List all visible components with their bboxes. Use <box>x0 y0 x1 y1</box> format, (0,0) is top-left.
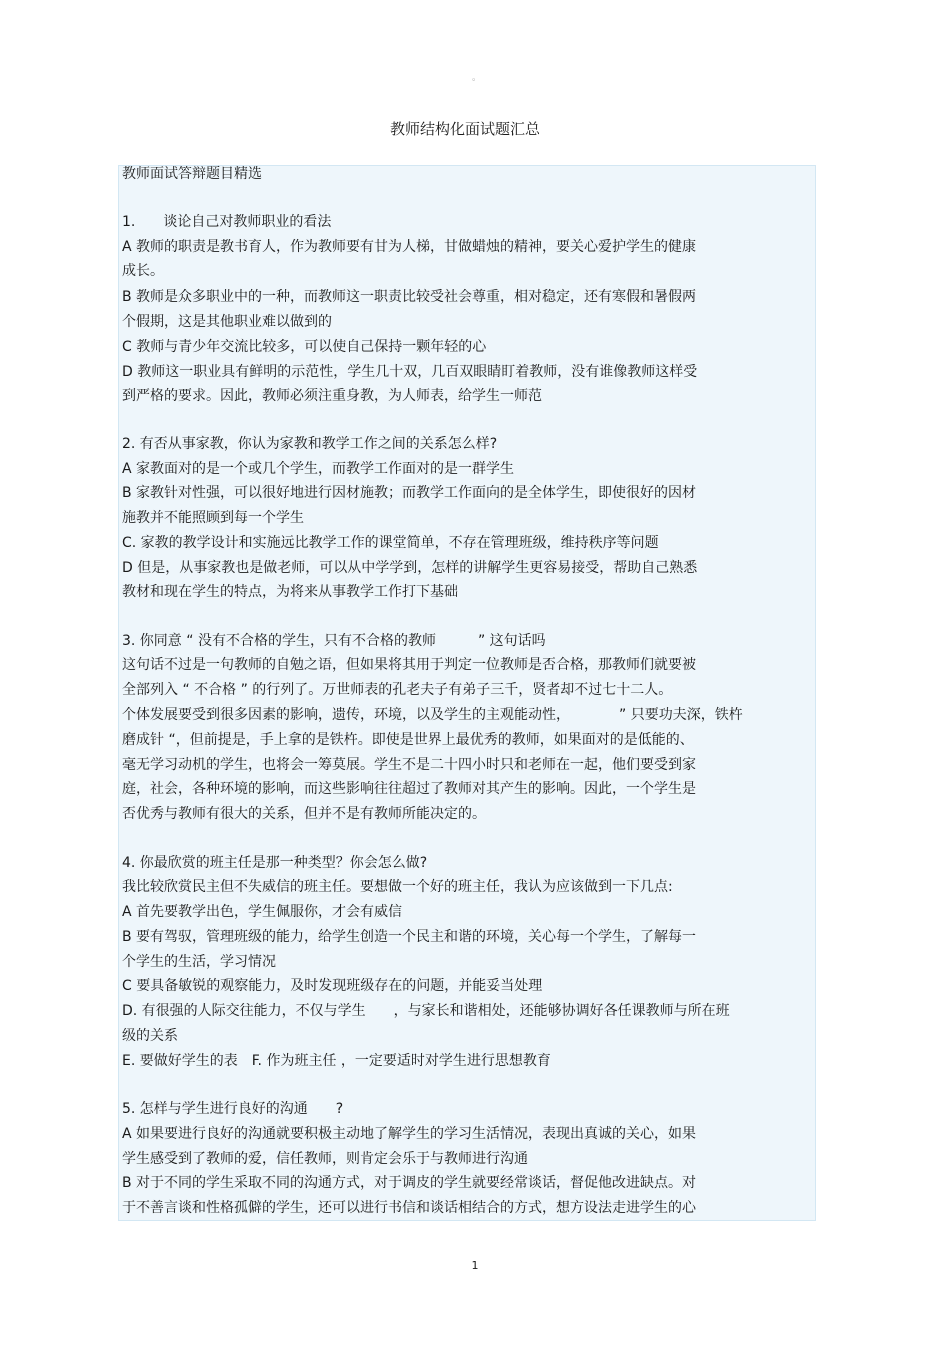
text-line: A 家教面对的是一个或几个学生，而教学工作面对的是一群学生 <box>122 461 515 477</box>
text-line: 庭，社会，各种环境的影响，而这些影响往往超过了教师对其产生的影响。因此，一个学生是 <box>122 781 696 797</box>
text-line: D. 有很强的人际交往能力，不仅与学生 ，与家长和谐相处，还能够协调好各任课教师与所在班 <box>122 1003 730 1019</box>
text-line: 这句话不过是一句教师的自勉之语，但如果将其用于判定一位教师是否合格，那教师们就要被 <box>122 657 696 673</box>
page-number: 1 <box>471 1259 479 1272</box>
text-line: C 要具备敏锐的观察能力，及时发现班级存在的问题，并能妥当处理 <box>122 978 543 994</box>
text-line: 学生感受到了教师的爱，信任教师，则肯定会乐于与教师进行沟通 <box>122 1151 528 1167</box>
text-line: 个体发展要受到很多因素的影响，遗传，环境，以及学生的主观能动性， ” 只要功夫深，铁杵 <box>122 707 743 723</box>
text-line: 施教并不能照顾到每一个学生 <box>122 510 304 526</box>
text-line: 于不善言谈和性格孤僻的学生，还可以进行书信和谈话相结合的方式，想方设法走进学生的心 <box>122 1200 696 1216</box>
header-dot: 。 <box>472 73 482 83</box>
text-line: 个假期，这是其他职业难以做到的 <box>122 314 332 330</box>
text-line: D 教师这一职业具有鲜明的示范性，学生几十双，几百双眼睛盯着教师，没有谁像教师这样受 <box>122 364 698 380</box>
section-heading: 教师面试答辩题目精选 <box>122 166 262 182</box>
text-line: B 对于不同的学生采取不同的沟通方式，对于调皮的学生就要经常谈话，督促他改进缺点。对 <box>122 1175 697 1191</box>
text-line: D 但是，从事家教也是做老师，可以从中学学到，怎样的讲解学生更容易接受，帮助自己熟悉 <box>122 560 698 576</box>
text-line: 磨成针 “，但前提是，手上拿的是铁杵。即使是世界上最优秀的教师，如果面对的是低能的、 <box>122 732 694 748</box>
text-line: A 教师的职责是教书育人，作为教师要有甘为人梯，甘做蜡烛的精神，要关心爱护学生的健康 <box>122 239 697 255</box>
text-line: 到严格的要求。因此，教师必须注重身教，为人师表，给学生一师范 <box>122 388 542 404</box>
question-2: 2. 有否从事家教，你认为家教和教学工作之间的关系怎么样? <box>122 436 498 452</box>
text-line: 成长。 <box>122 263 164 279</box>
question-5: 5. 怎样与学生进行良好的沟通 ? <box>122 1101 344 1117</box>
question-3: 3. 你同意 “ 没有不合格的学生，只有不合格的教师 ” 这句话吗 <box>122 633 546 649</box>
question-4: 4. 你最欣赏的班主任是那一种类型？你会怎么做? <box>122 855 428 871</box>
text-line: 个学生的生活，学习情况 <box>122 954 276 970</box>
text-line: E. 要做好学生的表 F. 作为班主任 ，一定要适时对学生进行思想教育 <box>122 1053 551 1069</box>
question-1: 1. 谈论自己对教师职业的看法 <box>122 214 332 230</box>
page-title: 教师结构化面试题汇总 <box>389 120 540 138</box>
text-line: 教材和现在学生的特点，为将来从事教学工作打下基础 <box>122 584 458 600</box>
text-line: A 如果要进行良好的沟通就要积极主动地了解学生的学习生活情况，表现出真诚的关心，如果 <box>122 1126 697 1142</box>
text-line: B 要有驾驭，管理班级的能力，给学生创造一个民主和谐的环境，关心每一个学生，了解每一 <box>122 929 697 945</box>
text-line: 全部列入 “ 不合格 ” 的行列了。万世师表的孔老夫子有弟子三千，贤者却不过七十二人。 <box>122 682 673 698</box>
text-line: 级的关系 <box>122 1028 178 1044</box>
text-line: A 首先要教学出色，学生佩服你，才会有威信 <box>122 904 403 920</box>
text-line: 否优秀与教师有很大的关系，但并不是有教师所能决定的。 <box>122 806 486 822</box>
text-line: C. 家教的教学设计和实施远比教学工作的课堂简单，不存在管理班级，维持秩序等问题 <box>122 535 659 551</box>
text-line: B 家教针对性强，可以很好地进行因材施教；而教学工作面向的是全体学生，即使很好的因材 <box>122 485 697 501</box>
text-line: 毫无学习动机的学生，也将会一筹莫展。学生不是二十四小时只和老师在一起，他们要受到家 <box>122 757 696 773</box>
text-line: C 教师与青少年交流比较多，可以使自己保持一颗年轻的心 <box>122 339 487 355</box>
text-line: 我比较欣赏民主但不失威信的班主任。要想做一个好的班主任，我认为应该做到一下几点: <box>122 879 673 895</box>
text-line: B 教师是众多职业中的一种，而教师这一职责比较受社会尊重，相对稳定，还有寒假和暑假两 <box>122 289 697 305</box>
